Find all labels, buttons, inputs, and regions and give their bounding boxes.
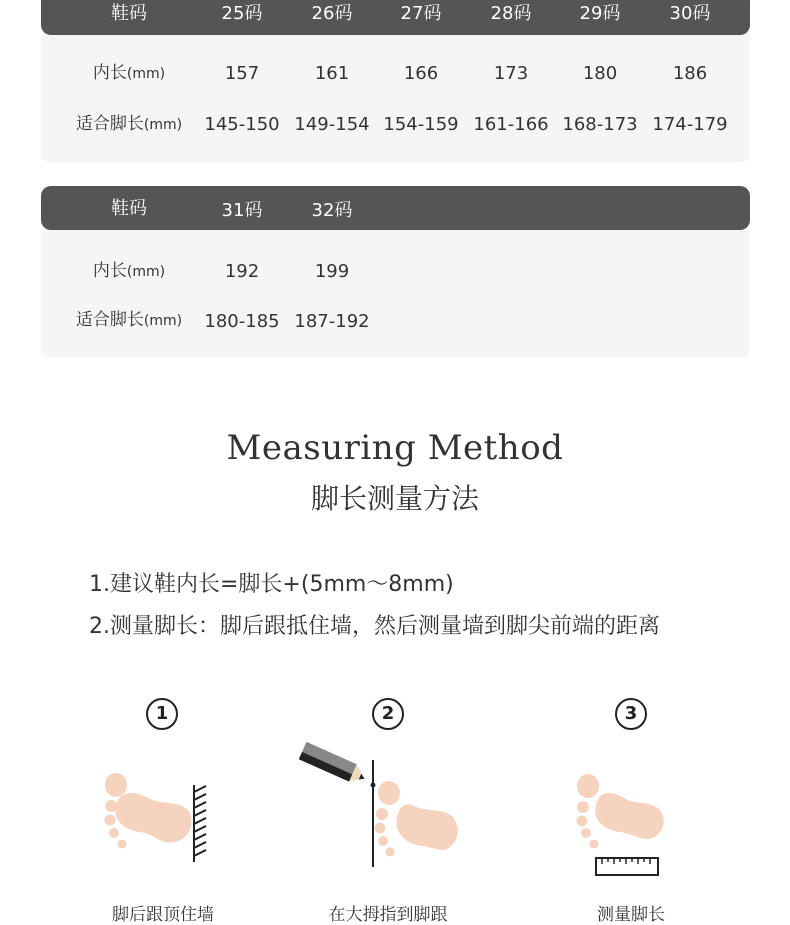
foot-length-value: 180-185 [204, 311, 280, 332]
header-cell: 鞋码 [111, 198, 147, 219]
inner-length-label: 内长(mm) [92, 63, 166, 83]
foot-length-value: 154-159 [383, 114, 459, 135]
measuring-note: 1.建议鞋内长=脚长+(5mm～8mm) [89, 572, 454, 597]
method-title-cn: 脚长测量方法 [310, 482, 479, 515]
header-cell: 31码 [221, 200, 263, 221]
header-cell: 27码 [400, 3, 442, 24]
inner-length-value: 157 [224, 63, 260, 84]
inner-length-value: 161 [314, 63, 350, 84]
method-title-en: Measuring Method [226, 428, 564, 468]
inner-length-value: 192 [224, 261, 260, 282]
inner-length-value: 186 [672, 63, 708, 84]
foot-length-value: 145-150 [204, 114, 280, 135]
header-cell: 25码 [221, 3, 263, 24]
header-cell: 32码 [311, 200, 353, 221]
size-table-2-body [41, 226, 750, 358]
foot-against-wall-icon [100, 770, 220, 880]
inner-length-label: 内长(mm) [92, 261, 166, 281]
inner-length-value: 199 [314, 261, 350, 282]
size-table-1-body [41, 30, 750, 162]
foot-length-label: 适合脚长(mm) [75, 310, 183, 330]
ruler-icon [570, 770, 690, 890]
foot-length-value: 168-173 [562, 114, 638, 135]
step-caption: 测量脚长 [597, 905, 665, 925]
inner-length-value: 173 [493, 63, 529, 84]
size-table-1-header [41, 0, 750, 35]
step-caption: 在大拇指到脚跟 [328, 905, 448, 925]
step-number: 3 [615, 698, 647, 730]
foot-length-label: 适合脚长(mm) [75, 114, 183, 134]
header-cell: 28码 [490, 3, 532, 24]
inner-length-value: 180 [582, 63, 618, 84]
header-cell: 鞋码 [111, 3, 147, 24]
pencil-mark-icon [296, 742, 476, 872]
foot-length-value: 161-166 [473, 114, 549, 135]
size-table-2-header [41, 186, 750, 230]
inner-length-value: 166 [403, 63, 439, 84]
measuring-note: 2.测量脚长：脚后跟抵住墙，然后测量墙到脚尖前端的距离 [89, 614, 660, 639]
foot-length-value: 187-192 [294, 311, 370, 332]
foot-length-value: 174-179 [652, 114, 728, 135]
header-cell: 30码 [669, 3, 711, 24]
header-cell: 29码 [579, 3, 621, 24]
step-number: 2 [372, 698, 404, 730]
step-caption: 脚后跟顶住墙 [112, 905, 214, 925]
foot-length-value: 149-154 [294, 114, 370, 135]
header-cell: 26码 [311, 3, 353, 24]
step-number: 1 [146, 698, 178, 730]
